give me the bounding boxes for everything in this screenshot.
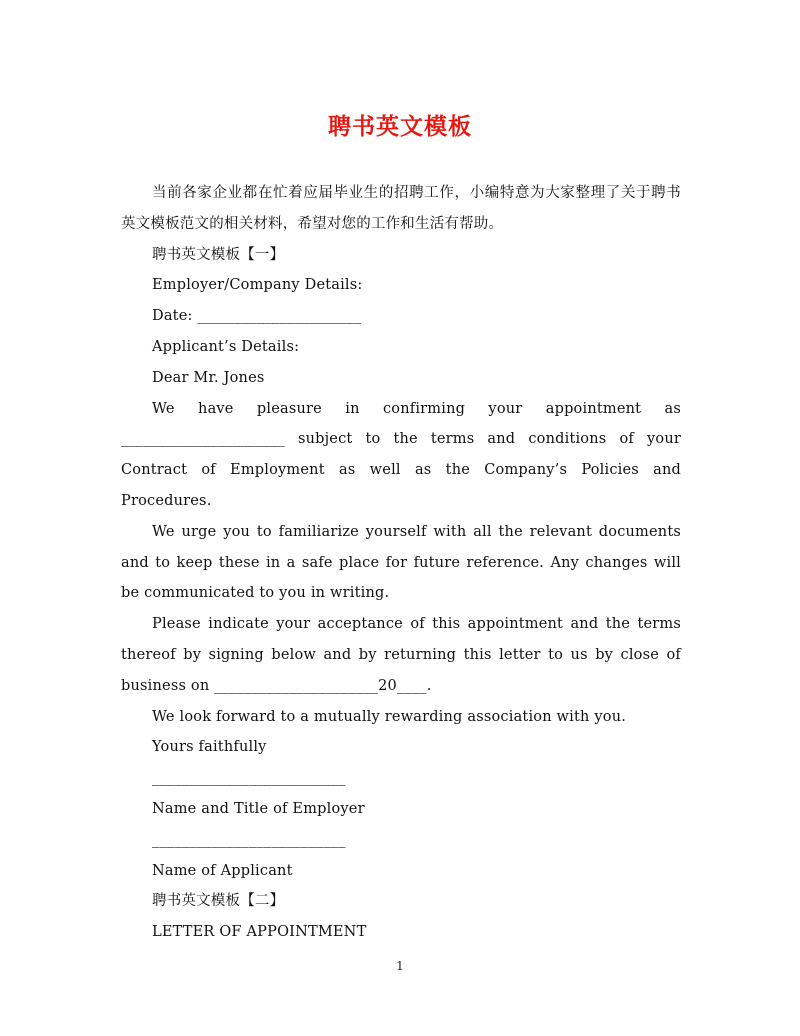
section-heading-2: 聘书英文模板【二】 bbox=[152, 893, 285, 910]
document-body bbox=[121, 178, 681, 948]
association-paragraph: We look forward to a mutually rewarding association with you. bbox=[152, 708, 627, 725]
employer-details-label: Employer/Company Details: bbox=[152, 277, 363, 294]
applicant-details-label: Applicant’s Details: bbox=[152, 338, 300, 355]
letter-heading: LETTER OF APPOINTMENT bbox=[152, 924, 367, 941]
salutation: Dear Mr. Jones bbox=[152, 369, 265, 386]
document-title: 聘书英文模板 bbox=[328, 113, 472, 140]
date-line: Date: ______________________ bbox=[152, 308, 362, 325]
signature-line-employer: __________________________ bbox=[152, 770, 346, 787]
intro-paragraph: 当前各家企业都在忙着应届毕业生的招聘工作，小编特意为大家整理了关于聘书英文模板范文的相关材料，希望对您的工作和生活有帮助。 bbox=[121, 185, 681, 232]
appointment-paragraph: We have pleasure in confirming your appointment as ______________________ subject to the terms and conditions of your Contract of Employment as well as the Company’s Policies and Procedures. bbox=[121, 400, 681, 509]
signature-line-applicant: __________________________ bbox=[152, 831, 346, 848]
page-number: 1 bbox=[396, 959, 404, 973]
applicant-name-label: Name of Applicant bbox=[152, 862, 293, 879]
acceptance-paragraph: Please indicate your acceptance of this appointment and the terms thereof by signing below and by returning this letter to us by close of business on ______________________20____. bbox=[121, 616, 681, 694]
section-heading-1: 聘书英文模板【一】 bbox=[152, 246, 285, 263]
documents-paragraph: We urge you to familiarize yourself with all the relevant documents and to keep these in a safe place for future reference. Any changes will be communicated to you in writing. bbox=[121, 523, 681, 602]
closing-text: Yours faithfully bbox=[152, 739, 267, 756]
employer-name-label: Name and Title of Employer bbox=[152, 800, 365, 817]
